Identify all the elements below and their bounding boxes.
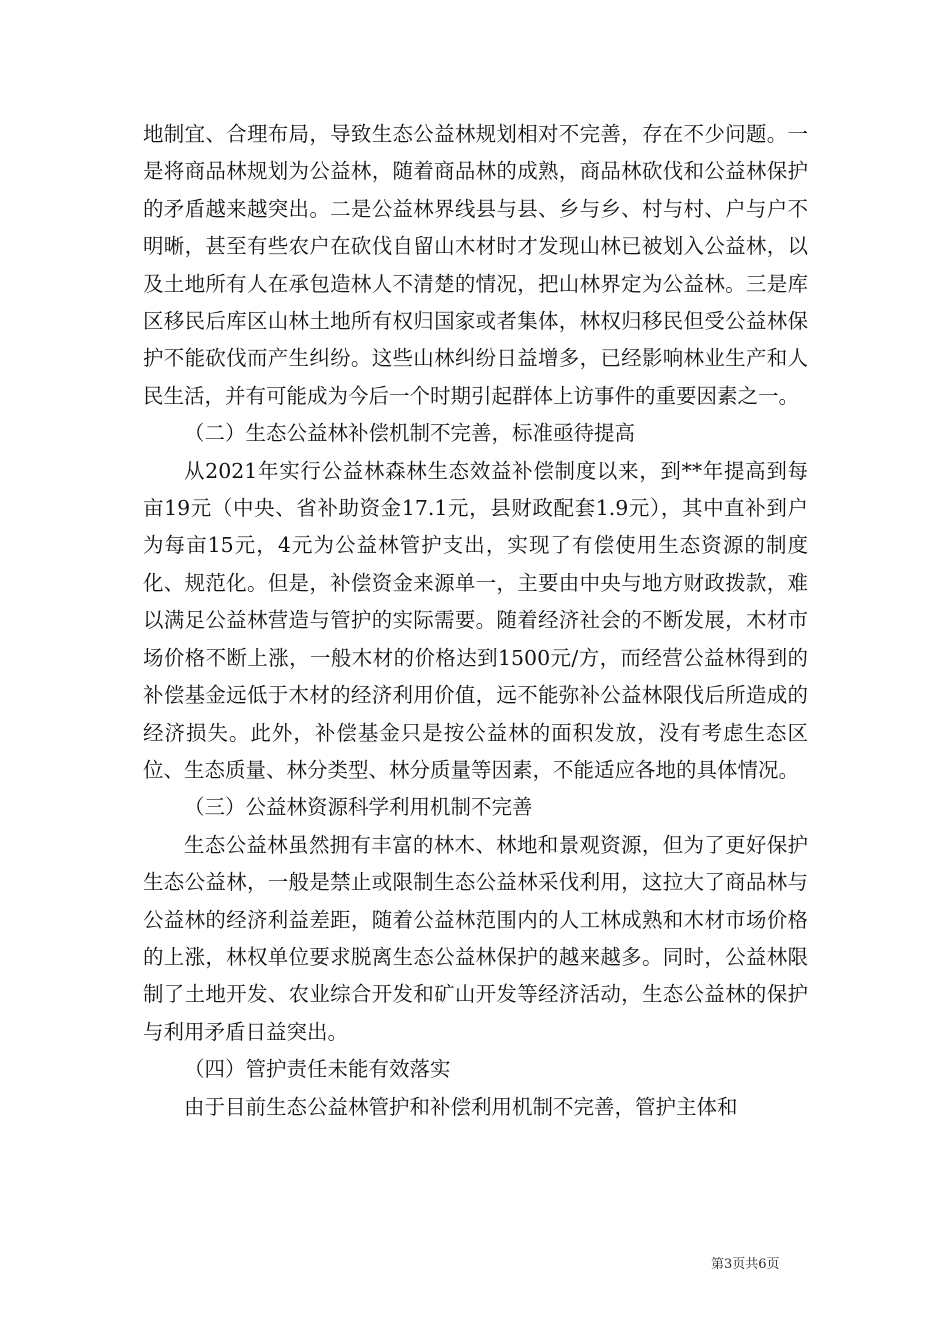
- paragraph-compensation: 从2021年实行公益林森林生态效益补偿制度以来，到**年提高到每亩19元（中央、省补助资金17.1元，县财政配套1.9元），其中直补到户为每亩15元，4元为公益林管护支出，实现了有偿使用生态资源的制度化、规范化。但是，补偿资金来源单一，主要由中央与地方财政拨款，难以满足公益林营造与管护的实际需要。随着经济社会的不断发展，木材市场价格不断上涨，一般木材的价格达到1500元/方，而经营公益林得到的补偿基金远低于木材的经济利用价值，远不能弥补公益林限伐后所造成的经济损失。此外，补偿基金只是按公益林的面积发放，没有考虑生态区位、生态质量、林分类型、林分质量等因素，不能适应各地的具体情况。: [143, 458, 808, 782]
- page-number: 第3页共6页: [711, 1257, 780, 1272]
- paragraph-utilization: 生态公益林虽然拥有丰富的林木、林地和景观资源，但为了更好保护生态公益林，一般是禁止或限制生态公益林采伐利用，这拉大了商品林与公益林的经济利益差距，随着公益林范围内的人工林成熟和木材市场价格的上涨，林权单位要求脱离生态公益林保护的越来越多。同时，公益林限制了土地开发、农业综合开发和矿山开发等经济活动，生态公益林的保护与利用矛盾日益突出。: [143, 832, 808, 1044]
- section-heading-4: （四）管护责任未能有效落实: [184, 1057, 451, 1082]
- document-body: [143, 116, 808, 1126]
- section-heading-2: （二）生态公益林补偿机制不完善，标准亟待提高: [184, 421, 635, 446]
- section-heading-3: （三）公益林资源科学利用机制不完善: [184, 795, 533, 820]
- paragraph-continuation: 地制宜、合理布局，导致生态公益林规划相对不完善，存在不少问题。一是将商品林规划为公益林，随着商品林的成熟，商品林砍伐和公益林保护的矛盾越来越突出。二是公益林界线县与县、乡与乡、村与村、户与户不明晰，甚至有些农户在砍伐自留山木材时才发现山林已被划入公益林，以及土地所有人在承包造林人不清楚的情况，把山林界定为公益林。三是库区移民后库区山林土地所有权归国家或者集体，林权归移民但受公益林保护不能砍伐而产生纠纷。这些山林纠纷日益增多，已经影响林业生产和人民生活，并有可能成为今后一个时期引起群体上访事件的重要因素之一。: [143, 122, 808, 408]
- paragraph-management: 由于目前生态公益林管护和补偿利用机制不完善，管护主体和: [184, 1094, 738, 1119]
